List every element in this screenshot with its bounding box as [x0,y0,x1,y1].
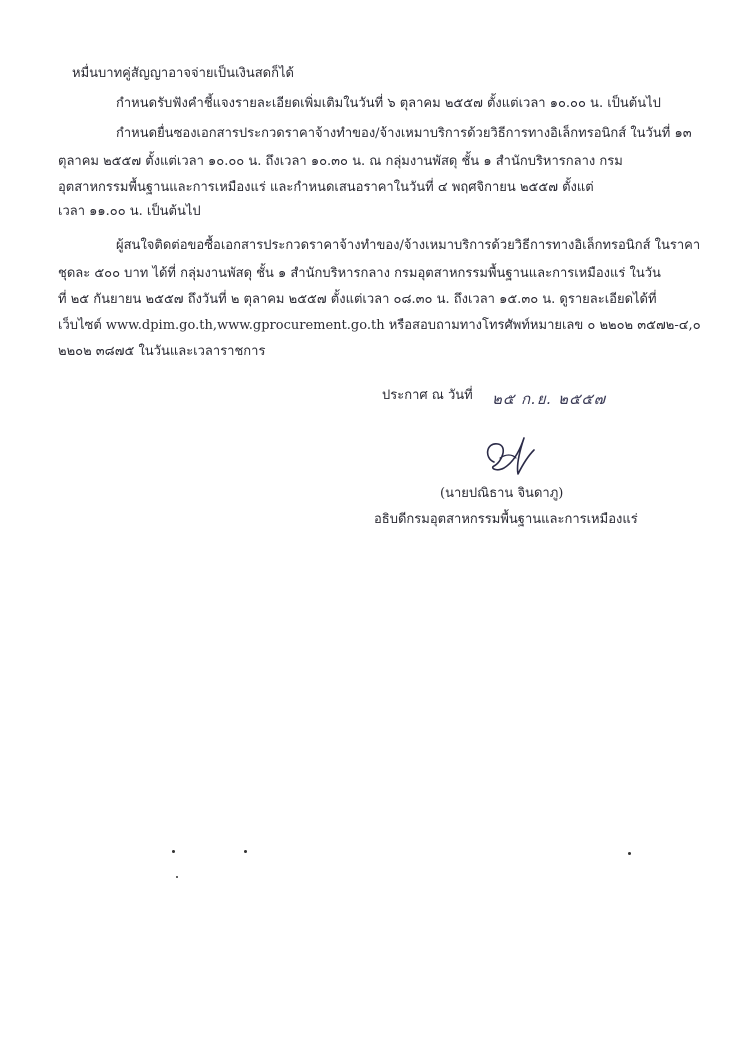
signature-mark [480,428,540,480]
paragraph-line-8: ชุดละ ๕๐๐ บาท ได้ที่ กลุ่มงานพัสดุ ชั้น ๑ สำนักบริหารกลาง กรมอุตสาหกรรมพื้นฐานและการเหมืองแร่ ในวัน [58,266,661,281]
paragraph-line-4: ตุลาคม ๒๕๕๗ ตั้งแต่เวลา ๑๐.๐๐ น. ถึงเวลา ๑๐.๓๐ น. ณ กลุ่มงานพัสดุ ชั้น ๑ สำนักบริหารกลาง กรม [58,154,623,169]
scan-speck [628,852,631,855]
paragraph-line-7: ผู้สนใจติดต่อขอซื้อเอกสารประกวดราคาจ้างทำของ/จ้างเหมาบริการด้วยวิธีการทางอิเล็กทรอนิกส์ ในราคา [116,238,701,253]
announce-label: ประกาศ ณ วันที่ [382,388,473,403]
paragraph-line-10: เว็บไซต์ www.dpim.go.th,www.gprocurement.go.th หรือสอบถามทางโทรศัพท์หมายเลข ๐ ๒๒๐๒ ๓๕๗๒-๔,๐ [58,318,701,333]
scan-speck [176,876,178,878]
signer-title: อธิบดีกรมอุตสาหกรรมพื้นฐานและการเหมืองแร่ [374,512,638,527]
paragraph-line-5: อุตสาหกรรมพื้นฐานและการเหมืองแร่ และกำหนดเสนอราคาในวันที่ ๔ พฤศจิกายน ๒๕๕๗ ตั้งแต่ [58,180,594,195]
scan-speck [244,850,247,853]
signer-name: (นายปณิธาน จินดาภู) [440,486,564,501]
announce-date: ๒๕ ก.ย. ๒๕๕๗ [492,390,607,408]
paragraph-line-11: ๒๒๐๒ ๓๘๗๕ ในวันและเวลาราชการ [58,344,266,359]
paragraph-line-1: หมื่นบาทคู่สัญญาอาจจ่ายเป็นเงินสดก็ได้ [72,66,294,81]
paragraph-line-3: กำหนดยื่นซองเอกสารประกวดราคาจ้างทำของ/จ้างเหมาบริการด้วยวิธีการทางอิเล็กทรอนิกส์ ในวันที่ ๑๓ [116,126,692,141]
paragraph-line-6: เวลา ๑๑.๐๐ น. เป็นต้นไป [58,204,201,219]
paragraph-line-2: กำหนดรับฟังคำชี้แจงรายละเอียดเพิ่มเติมในวันที่ ๖ ตุลาคม ๒๕๕๗ ตั้งแต่เวลา ๑๐.๐๐ น. เป็นต้นไป [116,96,661,111]
scan-speck [172,850,175,853]
paragraph-line-9: ที่ ๒๕ กันยายน ๒๕๕๗ ถึงวันที่ ๒ ตุลาคม ๒๕๕๗ ตั้งแต่เวลา ๐๘.๓๐ น. ถึงเวลา ๑๕.๓๐ น. ดูรายละเอียดได้ที่ [58,292,657,307]
